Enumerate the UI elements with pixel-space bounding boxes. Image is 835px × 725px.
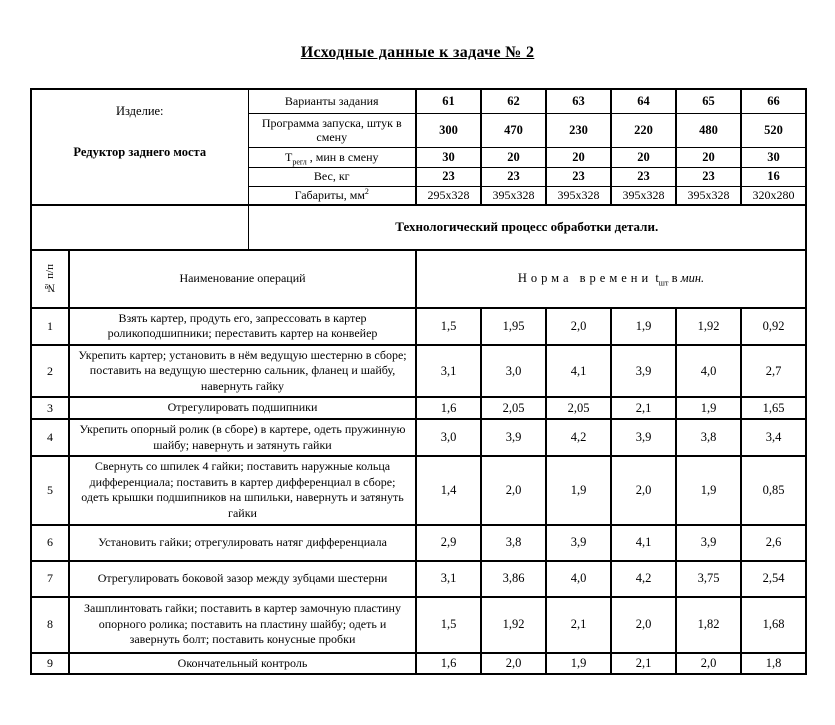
param-value: 64 (611, 89, 676, 113)
op-value: 3,75 (676, 561, 741, 597)
param-value: 61 (416, 89, 481, 113)
ops-header-row (31, 250, 806, 308)
op-number: 5 (31, 456, 69, 524)
process-empty-cell (31, 205, 248, 250)
op-value: 1,9 (546, 653, 611, 675)
op-value: 2,05 (481, 397, 546, 419)
dimensions-sup: 2 (364, 186, 369, 196)
op-number: 1 (31, 308, 69, 345)
op-row (31, 308, 806, 345)
time-symbol: t (655, 271, 659, 285)
param-value: 20 (481, 147, 546, 167)
op-value: 4,2 (611, 561, 676, 597)
op-row (31, 561, 806, 597)
param-label-program: Программа запуска, штук в смену (248, 113, 416, 147)
op-number: 8 (31, 597, 69, 653)
op-value: 1,9 (546, 456, 611, 524)
op-value: 3,9 (611, 345, 676, 398)
param-value: 23 (481, 167, 546, 186)
op-value: 2,9 (416, 525, 481, 561)
param-value: 23 (611, 167, 676, 186)
param-value: 16 (741, 167, 806, 186)
op-name: Укрепить картер; установить в нём ведущую шестерню в сборе; поставить на ведущую шестерню сальник, фланец и шайбу, навернуть гайку (69, 345, 416, 398)
time-symbol-sub: шт (658, 278, 669, 288)
op-value: 2,6 (741, 525, 806, 561)
page-title-text: Исходные данные к задаче № 2 (300, 44, 535, 61)
op-value: 1,4 (416, 456, 481, 524)
op-value: 3,0 (481, 345, 546, 398)
op-row (31, 419, 806, 456)
param-value: 295x328 (416, 186, 481, 205)
product-label: Изделие: (115, 104, 164, 118)
main-table (30, 88, 807, 675)
op-value: 3,86 (481, 561, 546, 597)
op-number: 9 (31, 653, 69, 675)
op-value: 3,9 (546, 525, 611, 561)
param-label-variants: Варианты задания (248, 89, 416, 113)
op-value: 3,9 (481, 419, 546, 456)
param-value: 320x280 (741, 186, 806, 205)
op-value: 2,1 (611, 397, 676, 419)
param-value: 62 (481, 89, 546, 113)
product-name: Редуктор заднего моста (73, 145, 207, 159)
param-value: 63 (546, 89, 611, 113)
param-value: 20 (546, 147, 611, 167)
process-section-title: Технологический процесс обработки детали. (248, 205, 806, 250)
tregl-rest: , мин в смену (306, 149, 379, 164)
col-header-time (416, 250, 806, 308)
param-label-dimensions (248, 186, 416, 205)
op-value: 1,92 (676, 308, 741, 345)
op-number: 6 (31, 525, 69, 561)
op-value: 0,92 (741, 308, 806, 345)
op-value: 1,82 (676, 597, 741, 653)
op-value: 1,9 (611, 308, 676, 345)
op-value: 2,1 (611, 653, 676, 675)
col-header-name: Наименование операций (69, 250, 416, 308)
page-title (0, 44, 835, 62)
op-value: 3,8 (481, 525, 546, 561)
param-value: 20 (611, 147, 676, 167)
tregl-sub: регл (292, 157, 307, 167)
op-value: 1,6 (416, 397, 481, 419)
param-value: 470 (481, 113, 546, 147)
param-value: 220 (611, 113, 676, 147)
param-value: 23 (416, 167, 481, 186)
param-row-variants (31, 89, 806, 113)
op-name: Установить гайки; отрегулировать натяг дифференциала (69, 525, 416, 561)
process-title-row (31, 205, 806, 250)
op-value: 4,0 (676, 345, 741, 398)
op-value: 4,0 (546, 561, 611, 597)
param-value: 395x328 (611, 186, 676, 205)
op-number: 4 (31, 419, 69, 456)
param-value: 30 (416, 147, 481, 167)
op-value: 1,9 (676, 456, 741, 524)
op-value: 2,05 (546, 397, 611, 419)
op-number: 7 (31, 561, 69, 597)
time-header-text: Норма времени (517, 271, 653, 285)
op-name: Отрегулировать подшипники (69, 397, 416, 419)
op-number: 3 (31, 397, 69, 419)
param-value: 23 (546, 167, 611, 186)
op-name: Отрегулировать боковой зазор между зубцами шестерни (69, 561, 416, 597)
param-value: 20 (676, 147, 741, 167)
param-value: 65 (676, 89, 741, 113)
op-value: 3,0 (416, 419, 481, 456)
op-name: Укрепить опорный ролик (в сборе) в картере, одеть пружинную шайбу; навернуть и затянуть гайки (69, 419, 416, 456)
op-row (31, 653, 806, 675)
op-value: 2,54 (741, 561, 806, 597)
op-row (31, 525, 806, 561)
time-in: в (671, 271, 678, 285)
op-value: 4,2 (546, 419, 611, 456)
param-label-tregl (248, 147, 416, 167)
op-value: 1,9 (676, 397, 741, 419)
param-value: 395x328 (546, 186, 611, 205)
param-value: 30 (741, 147, 806, 167)
op-value: 3,4 (741, 419, 806, 456)
op-value: 2,0 (676, 653, 741, 675)
op-value: 3,8 (676, 419, 741, 456)
op-value: 1,8 (741, 653, 806, 675)
op-number: 2 (31, 345, 69, 398)
param-value: 520 (741, 113, 806, 147)
op-row (31, 397, 806, 419)
op-name: Окончательный контроль (69, 653, 416, 675)
op-value: 2,7 (741, 345, 806, 398)
param-value: 23 (676, 167, 741, 186)
op-name: Взять картер, продуть его, запрессовать в картер роликоподшипники; переставить картер на конвейер (69, 308, 416, 345)
op-value: 1,6 (416, 653, 481, 675)
param-value: 66 (741, 89, 806, 113)
param-value: 395x328 (676, 186, 741, 205)
op-value: 1,95 (481, 308, 546, 345)
op-value: 2,0 (546, 308, 611, 345)
op-row (31, 597, 806, 653)
op-value: 1,65 (741, 397, 806, 419)
col-header-num: № п/п (43, 263, 56, 294)
op-value: 3,9 (676, 525, 741, 561)
dimensions-base: Габариты, мм (294, 187, 365, 202)
op-value: 3,9 (611, 419, 676, 456)
op-value: 1,5 (416, 308, 481, 345)
op-value: 2,0 (481, 653, 546, 675)
op-value: 3,1 (416, 345, 481, 398)
op-value: 2,0 (481, 456, 546, 524)
param-value: 395x328 (481, 186, 546, 205)
op-value: 4,1 (546, 345, 611, 398)
op-value: 2,0 (611, 456, 676, 524)
op-value: 2,1 (546, 597, 611, 653)
param-value: 300 (416, 113, 481, 147)
op-value: 1,5 (416, 597, 481, 653)
tregl-base: Т (284, 149, 293, 164)
param-value: 480 (676, 113, 741, 147)
product-cell (31, 89, 248, 205)
op-name: Свернуть со шпилек 4 гайки; поставить наружные кольца дифференциала; поставить в картер дифференциал в сборе; одеть крышки подшипников на шпильки, навернуть и затянуть гайки (69, 456, 416, 524)
col-header-num-cell (31, 250, 69, 308)
param-label-weight: Вес, кг (248, 167, 416, 186)
op-name: Зашплинтовать гайки; поставить в картер замочную пластину опорного ролика; поставить на пластину шайбу; одеть и завернуть болт; поставить конусные пробки (69, 597, 416, 653)
op-value: 2,0 (611, 597, 676, 653)
op-value: 1,68 (741, 597, 806, 653)
op-row (31, 456, 806, 524)
op-value: 3,1 (416, 561, 481, 597)
param-value: 230 (546, 113, 611, 147)
op-row (31, 345, 806, 398)
op-value: 4,1 (611, 525, 676, 561)
time-unit: мин. (680, 271, 705, 285)
op-value: 1,92 (481, 597, 546, 653)
op-value: 0,85 (741, 456, 806, 524)
